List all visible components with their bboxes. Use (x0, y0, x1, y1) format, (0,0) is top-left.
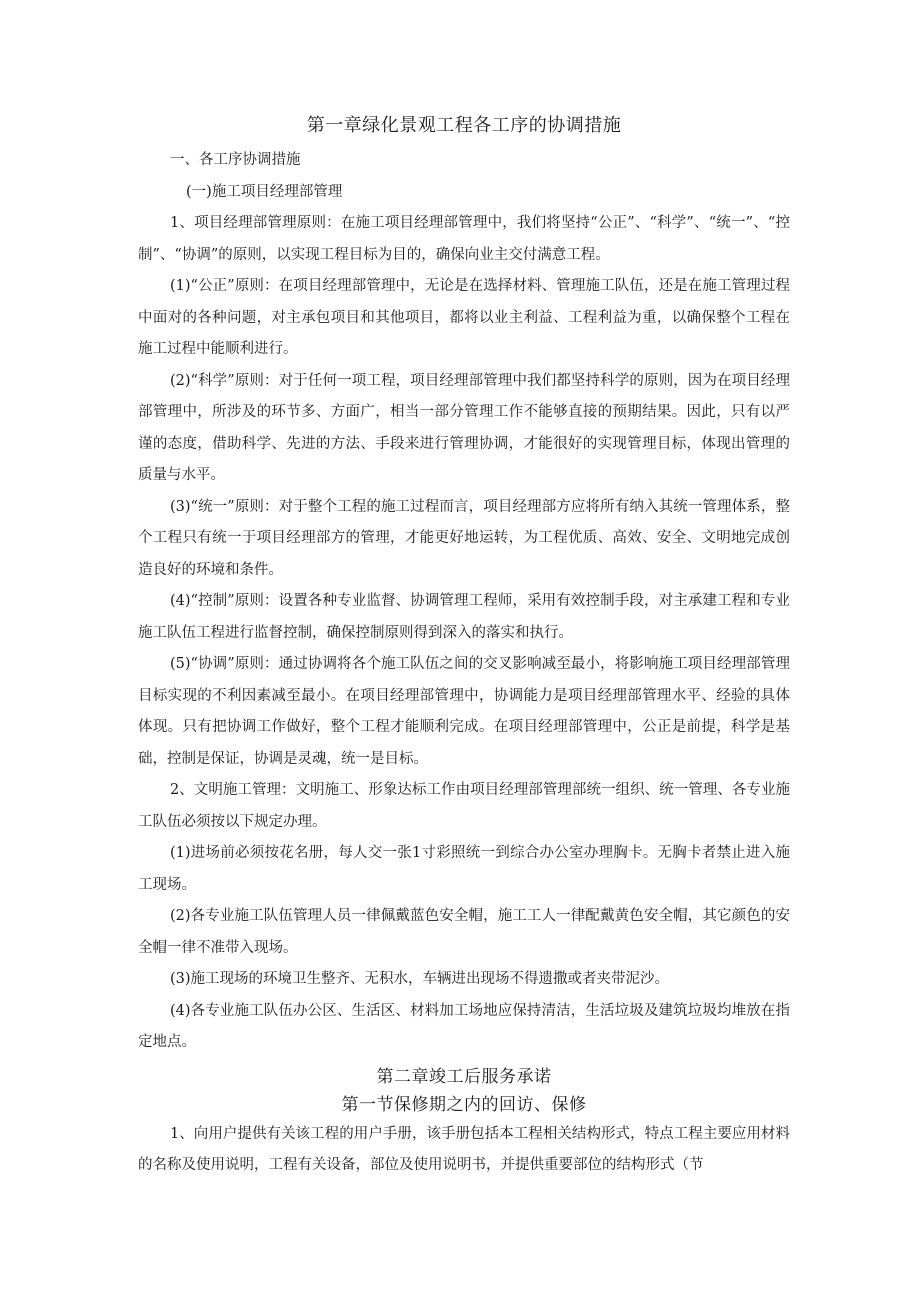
paragraph-helmet-rule: (2)各专业施工队伍管理人员一律佩戴蓝色安全帽，施工工人一律配戴黄色安全帽，其它颜色的安全帽一律不准带入现场。 (138, 908, 790, 956)
paragraph-badge-rule: (1)进场前必须按花名册，每人交一张1寸彩照统一到综合办公室办理胸卡。无胸卡者禁止进入施工现场。 (138, 845, 790, 893)
paragraph-unity: (3)“统一”原则：对于整个工程的施工过程而言，项目经理部方应将所有纳入其统一管理体系，整个工程只有统一于项目经理部方的管理，才能更好地运转，为工程优质、高效、安全、文明地完成创造良好的环境和条件。 (138, 498, 790, 578)
paragraph-user-manual: 1、向用户提供有关该工程的用户手册，该手册包括本工程相关结构形式，特点工程主要应用材料的名称及使用说明，工程有关设备，部位及使用说明书，并提供重要部位的结构形式（节 (138, 1125, 790, 1173)
document-page (138, 112, 790, 1182)
paragraph-science: (2)“科学”原则：对于任何一项工程，项目经理部管理中我们都坚持科学的原则，因为在项目经理部管理中，所涉及的环节多、方面广，相当一部分管理工作不能够直接的预期结果。因此，只有以严谨的态度，借助科学、先进的方法、手段来进行管理协调，才能很好的实现管理目标，体现出管理的质量与水平。 (138, 372, 790, 483)
subsection-title: (一)施工项目经理部管理 (186, 184, 343, 200)
paragraph-office-cleanliness: (4)各专业施工队伍办公区、生活区、材料加工场地应保持清洁，生活垃圾及建筑垃圾均堆放在指定地点。 (138, 1002, 790, 1050)
paragraph-civilized-construction: 2、文明施工管理：文明施工、形象达标工作由项目经理部管理部统一组织、统一管理、各专业施工队伍必须按以下规定办理。 (138, 782, 790, 830)
paragraph-control: (4)“控制”原则：设置各种专业监督、协调管理工程师，采用有效控制手段，对主承建工程和专业施工队伍工程进行监督控制，确保控制原则得到深入的落实和执行。 (138, 593, 790, 641)
paragraph-site-hygiene: (3)施工现场的环境卫生整齐、无积水，车辆进出现场不得遗撒或者夹带泥沙。 (170, 971, 670, 987)
paragraph-fairness: (1)“公正”原则：在项目经理部管理中，无论是在选择材料、管理施工队伍，还是在施工管理过程中面对的各种问题，对主承包项目和其他项目，都将以业主利益、工程利益为重，以确保整个工程在施工过程中能顺利进行。 (138, 278, 790, 357)
chapter-2-section-title: 第一节保修期之内的回访、保修 (341, 1094, 587, 1115)
chapter-2-title: 第二章竣工后服务承诺 (376, 1066, 552, 1087)
chapter-1-title: 第一章绿化景观工程各工序的协调措施 (306, 115, 622, 136)
section-title: 一、各工序协调措施 (170, 152, 301, 168)
paragraph-management-principle: 1、项目经理部管理原则：在施工项目经理部管理中，我们将坚持“公正”、“科学”、“统一”、“控制”、“协调”的原则，以实现工程目标为目的，确保向业主交付满意工程。 (138, 215, 790, 263)
paragraph-coordination: (5)“协调”原则：通过协调将各个施工队伍之间的交叉影响减至最小，将影响施工项目经理部管理目标实现的不利因素减至最小。在项目经理部管理中，协调能力是项目经理部管理水平、经验的具体体现。只有把协调工作做好，整个工程才能顺利完成。在项目经理部管理中，公正是前提，科学是基础，控制是保证，协调是灵魂，统一是目标。 (138, 656, 790, 767)
